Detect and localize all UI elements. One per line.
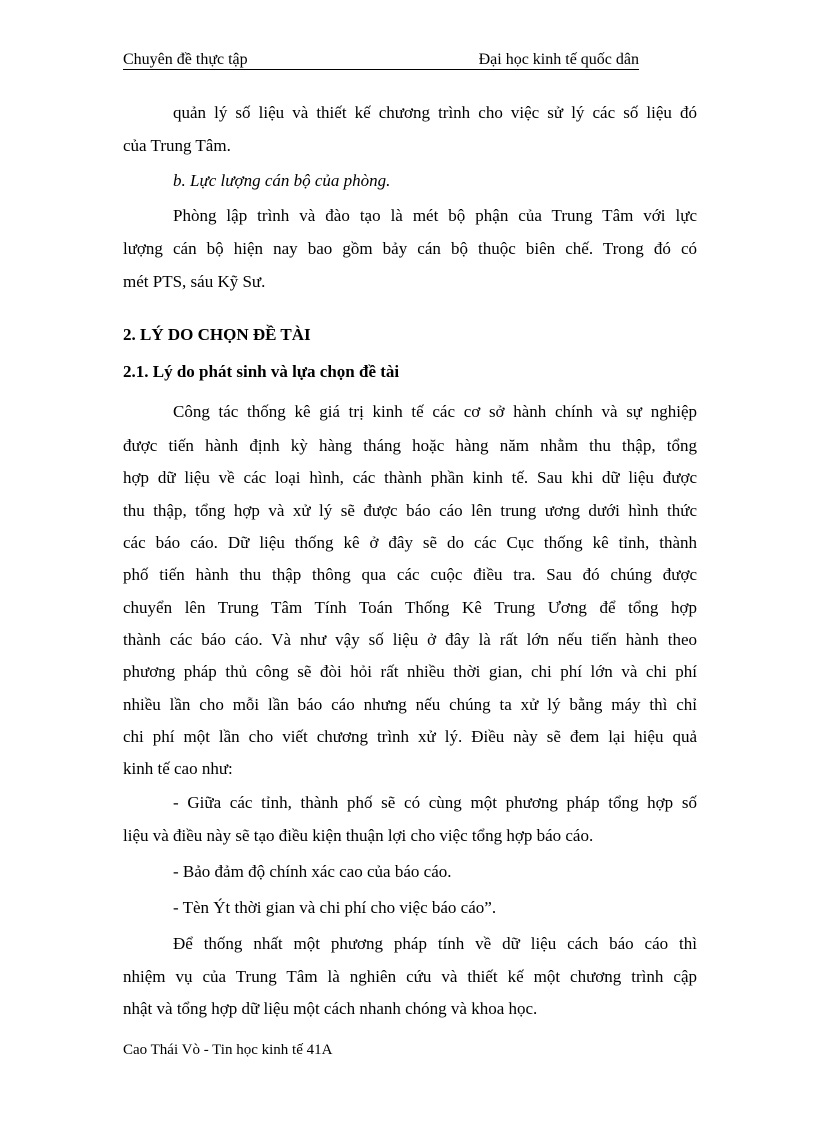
body-line: thành các báo cáo. Và như vậy số liệu ở đây là rất lớn nếu tiến hành theo (123, 630, 697, 649)
body-line: quản lý số liệu và thiết kế chương trình cho việc sử lý các số liệu đó (173, 103, 697, 122)
header-left-title: Chuyên đề thực tập (123, 51, 248, 68)
page-header (123, 50, 639, 70)
body-line: Để thống nhất một phương pháp tính về dữ liệu cách báo cáo thì (173, 934, 697, 953)
body-line: thu thập, tổng hợp và xử lý sẽ được báo cáo lên trung ương dưới hình thức (123, 501, 697, 520)
body-line: mét PTS, sáu Kỹ Sư. (123, 272, 266, 291)
body-line: phương pháp thủ công sẽ đòi hỏi rất nhiều thời gian, chi phí lớn và chi phí (123, 662, 697, 681)
body-line: các báo cáo. Dữ liệu thống kê ở đây sẽ do các Cục thống kê tỉnh, thành (123, 533, 697, 552)
list-item: - Giữa các tỉnh, thành phố sẽ có cùng một phương pháp tổng hợp số (173, 793, 697, 812)
body-line: kinh tế cao như: (123, 759, 233, 778)
body-line: nhật và tổng hợp dữ liệu một cách nhanh chóng và khoa học. (123, 999, 538, 1018)
subsection-heading: 2.1. Lý do phát sinh và lựa chọn đề tài (123, 362, 400, 381)
list-item: - Tèn Ýt thời gian và chi phí cho việc báo cáo”. (173, 898, 497, 917)
body-line: Công tác thống kê giá trị kinh tế các cơ sở hành chính và sự nghiệp (173, 402, 697, 421)
header-right-title: Đại học kinh tế quốc dân (478, 51, 639, 68)
list-item: - Bảo đảm độ chính xác cao của báo cáo. (173, 862, 452, 881)
section-heading: 2. LÝ DO CHỌN ĐỀ TÀI (123, 325, 311, 344)
body-line: lượng cán bộ hiện nay bao gồm bảy cán bộ thuộc biên chế. Trong đó có (123, 239, 697, 258)
body-line: Phòng lập trình và đào tạo là mét bộ phận của Trung Tâm với lực (173, 206, 697, 225)
body-line: phố tiến hành thu thập thông qua các cuộc điều tra. Sau đó chúng được (123, 565, 697, 584)
body-line: chi phí một lần cho viết chương trình xử lý. Điều này sẽ đem lại hiệu quả (123, 727, 697, 746)
page-footer: Cao Thái Vò - Tin học kinh tế 41A (123, 1042, 333, 1058)
body-line: của Trung Tâm. (123, 136, 231, 155)
body-line: nhiều lần cho mỗi lần báo cáo nhưng nếu chúng ta xử lý bằng máy thì chỉ (123, 695, 697, 714)
header-rule (123, 69, 639, 70)
body-line: được tiến hành định kỳ hàng tháng hoặc hàng năm nhằm thu thập, tổng (123, 436, 697, 455)
section-subheading: b. Lực lượng cán bộ của phòng. (173, 171, 391, 190)
body-line: nhiệm vụ của Trung Tâm là nghiên cứu và thiết kế một chương trình cập (123, 967, 697, 986)
body-line: hợp dữ liệu về các loại hình, các thành phần kinh tế. Sau khi dữ liệu được (123, 468, 697, 487)
body-line: chuyển lên Trung Tâm Tính Toán Thống Kê Trung Ương để tổng hợp (123, 598, 697, 617)
list-item-continuation: liệu và điều này sẽ tạo điều kiện thuận lợi cho việc tổng hợp báo cáo. (123, 826, 594, 845)
